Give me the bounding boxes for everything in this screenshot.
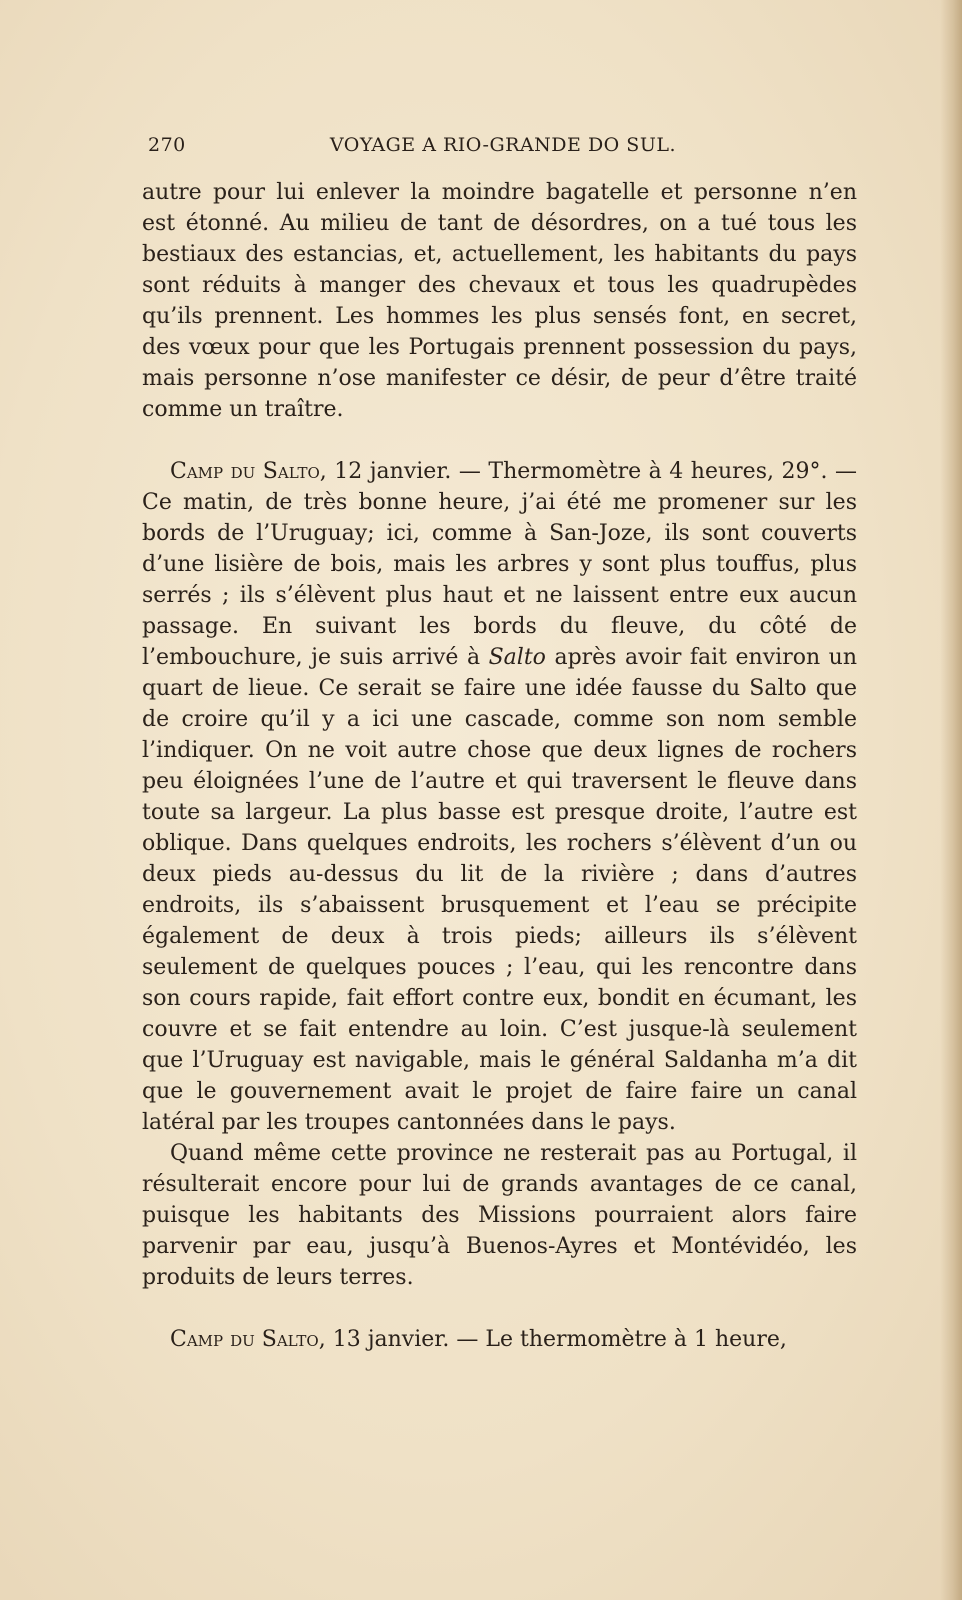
entry-heading: Camp du Salto,: [170, 459, 327, 484]
entry-heading: Camp du Salto,: [170, 1327, 326, 1352]
paragraph-canal: Quand même cette province ne resterait pas au Portugal, il résulterait encore pour lui de grands avantages de ce canal, puisque les habitants des Missions pourraient alors faire parvenir par eau, jusqu’à Buenos-Ayres et Montévidéo, les produits de leurs terres.: [142, 1141, 857, 1290]
entry-text-part-a: 12 janvier. — Thermomètre à 4 heures, 29°. — Ce matin, de très bonne heure, j’ai été me promener sur les bords de l’Uruguay; ici, comme à San-Joze, ils sont couverts d’une lisière de bois, mais les arbres y sont plus touffus, plus serrés ; ils s’élèvent plus haut et ne laissent entre eux aucun passage. En suivant les bords du fleuve, du côté de l’embouchure, je suis arrivé à: [142, 459, 857, 670]
journal-entry-12-janvier: [142, 456, 857, 1138]
entry-text: 13 janvier. — Le thermomètre à 1 heure,: [325, 1327, 787, 1352]
journal-entry-13-janvier: [142, 1324, 857, 1355]
entry-text-part-b: après avoir fait environ un quart de lieue. Ce serait se faire une idée fausse du Salto que de croire qu’il y a ici une cascade, comme son nom semble l’indiquer. On ne voit autre chose que deux lignes de rochers peu éloignées l’une de l’autre et qui traversent le fleuve dans toute sa largeur. La plus basse est presque droite, l’autre est oblique. Dans quelques endroits, les rochers s’élèvent d’un ou deux pieds au-dessus du lit de la rivière ; dans d’autres endroits, ils s’abaissent brusquement et l’eau se précipite également de deux à trois pieds; ailleurs ils s’élèvent seulement de quelques pouces ; l’eau, qui les rencontre dans son cours rapide, fait effort contre eux, bondit en écumant, les couvre et se fait entendre au loin. C’est jusque-là seulement que l’Uruguay est navigable, mais le général Saldanha m’a dit que le gouvernement avait le projet de faire faire un canal latéral par les troupes cantonnées dans le pays.: [142, 645, 857, 1135]
running-title: VOYAGE A RIO-GRANDE DO SUL.: [329, 134, 676, 156]
running-header: [148, 131, 676, 159]
paragraph-continued: autre pour lui enlever la moindre bagatelle et personne n’en est étonné. Au milieu de tant de désordres, on a tué tous les bestiaux des estancias, et, actuellement, les habitants du pays sont réduits à manger des chevaux et tous les quadrupèdes qu’ils prennent. Les hommes les plus sensés font, en secret, des vœux pour que les Portugais prennent possession du pays, mais personne n’ose manifester ce désir, de peur d’être traité comme un traître.: [142, 180, 857, 422]
page-edge-shadow: [940, 0, 962, 1600]
page-number: 270: [148, 134, 186, 156]
place-name-italic: Salto: [488, 645, 546, 670]
body-text: [142, 177, 857, 1397]
